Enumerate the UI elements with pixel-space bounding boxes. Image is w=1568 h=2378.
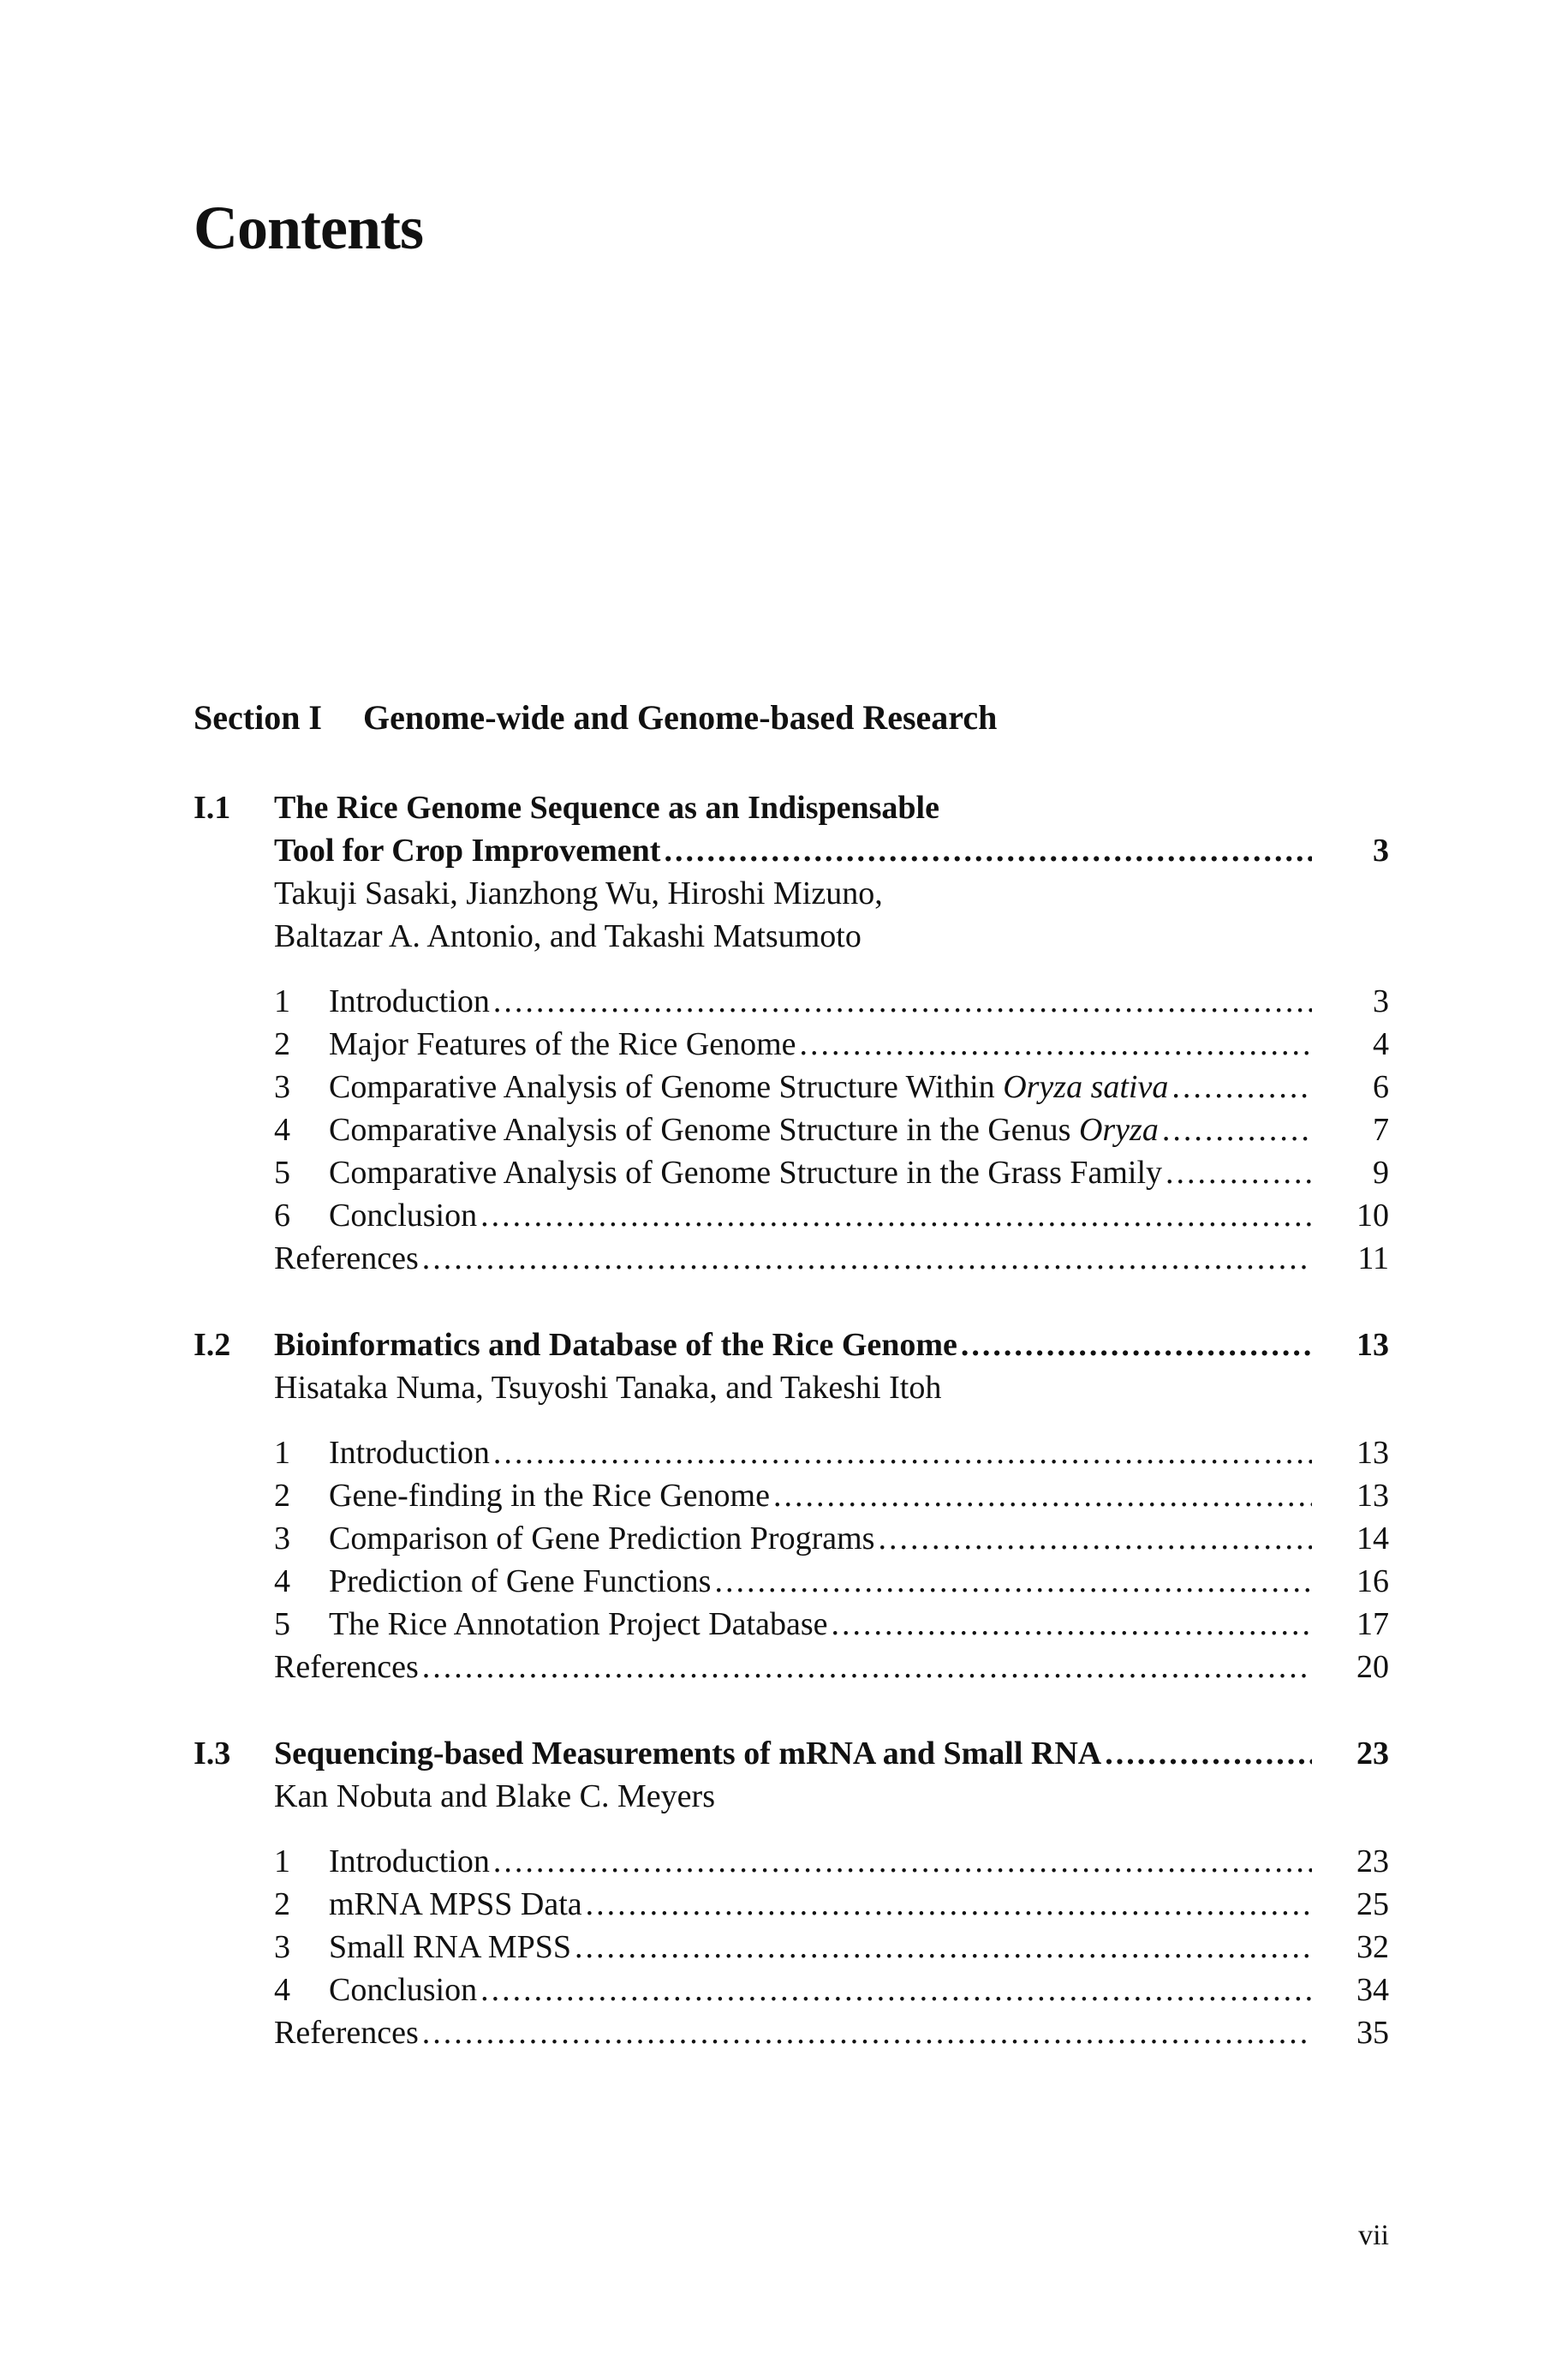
entry-page: 23 bbox=[1356, 1843, 1389, 1879]
dot-leader bbox=[575, 1926, 1312, 1969]
entry-number: 4 bbox=[274, 1563, 290, 1599]
entry-page: 16 bbox=[1356, 1563, 1389, 1599]
chapter-title-row bbox=[194, 1323, 1389, 1366]
dot-leader bbox=[586, 1883, 1312, 1926]
entry-title: Introduction bbox=[329, 1435, 490, 1471]
entry-page: 4 bbox=[1373, 1026, 1389, 1062]
dot-leader bbox=[422, 1237, 1312, 1280]
entry-leader bbox=[329, 1474, 1312, 1517]
entry-page: 20 bbox=[1356, 1649, 1389, 1685]
chapter-title: Bioinformatics and Database of the Rice Genome bbox=[274, 1327, 957, 1363]
entry-title: Comparative Analysis of Genome Structure in the Grass Family bbox=[329, 1155, 1163, 1191]
entry-title-text: Comparative Analysis of Genome Structure Within bbox=[329, 1069, 1004, 1105]
dot-leader bbox=[493, 1431, 1312, 1474]
chapter-authors-row bbox=[194, 1366, 1389, 1409]
chapter-page[interactable]: 3 bbox=[1373, 833, 1389, 869]
entry-title: References bbox=[274, 2015, 419, 2051]
chapter-page[interactable]: 13 bbox=[1356, 1327, 1389, 1363]
chapter-title: Sequencing-based Measurements of mRNA and Small RNA bbox=[274, 1736, 1102, 1772]
toc-entry[interactable] bbox=[194, 1840, 1389, 1883]
entry-page: 13 bbox=[1356, 1478, 1389, 1514]
dot-leader bbox=[493, 1840, 1312, 1883]
toc-entry[interactable] bbox=[194, 1969, 1389, 2011]
chapter-title-continued: Tool for Crop Improvement bbox=[274, 833, 661, 869]
entry-page: 35 bbox=[1356, 2015, 1389, 2051]
entry-page: 6 bbox=[1373, 1069, 1389, 1105]
entry-leader bbox=[274, 1646, 1312, 1688]
dot-leader bbox=[480, 1969, 1312, 2011]
toc-entry-references[interactable] bbox=[194, 1237, 1389, 1280]
page-title: Contents bbox=[194, 194, 424, 262]
entry-number: 2 bbox=[274, 1026, 290, 1062]
entry-number: 1 bbox=[274, 1435, 290, 1471]
entry-page: 13 bbox=[1356, 1435, 1389, 1471]
entry-title-genus: Oryza bbox=[1078, 1112, 1159, 1148]
entry-number: 3 bbox=[274, 1069, 290, 1105]
entry-title: Gene-finding in the Rice Genome bbox=[329, 1478, 770, 1514]
entry-page: 32 bbox=[1356, 1929, 1389, 1965]
entry-leader bbox=[329, 1151, 1312, 1194]
toc-entry[interactable] bbox=[194, 1883, 1389, 1926]
entry-page: 7 bbox=[1373, 1112, 1389, 1148]
entry-title: References bbox=[274, 1240, 419, 1276]
dot-leader bbox=[664, 829, 1312, 872]
chapter-authors: Baltazar A. Antonio, and Takashi Matsumoto bbox=[274, 918, 862, 954]
chapter-title-leader[interactable] bbox=[274, 829, 1312, 872]
dot-leader bbox=[422, 1646, 1312, 1688]
entry-leader bbox=[329, 1840, 1312, 1883]
entry-title bbox=[329, 1108, 1162, 1151]
page-folio: vii bbox=[1358, 2220, 1389, 2251]
entry-page: 17 bbox=[1356, 1606, 1389, 1642]
entry-title: References bbox=[274, 1649, 419, 1685]
chapter-authors: Hisataka Numa, Tsuyoshi Tanaka, and Takeshi Itoh bbox=[274, 1370, 942, 1406]
toc-entry-references[interactable] bbox=[194, 1646, 1389, 1688]
toc-entry[interactable] bbox=[194, 1560, 1389, 1603]
chapter-title-row bbox=[194, 786, 1389, 829]
dot-leader bbox=[493, 980, 1312, 1023]
dot-leader bbox=[422, 2011, 1312, 2054]
entry-title: Prediction of Gene Functions bbox=[329, 1563, 712, 1599]
entry-leader bbox=[329, 1066, 1312, 1108]
entry-page: 9 bbox=[1373, 1155, 1389, 1191]
entry-number: 5 bbox=[274, 1155, 290, 1191]
entry-page: 14 bbox=[1356, 1521, 1389, 1556]
chapter-title-leader[interactable] bbox=[274, 1732, 1312, 1775]
entry-title: Small RNA MPSS bbox=[329, 1929, 571, 1965]
toc-entry[interactable] bbox=[194, 980, 1389, 1023]
chapter-authors-row bbox=[194, 915, 1389, 958]
entry-number: 5 bbox=[274, 1606, 290, 1642]
entry-number: 1 bbox=[274, 983, 290, 1019]
entry-number: 2 bbox=[274, 1478, 290, 1514]
entry-leader bbox=[329, 1023, 1312, 1066]
toc-entry[interactable] bbox=[194, 1926, 1389, 1969]
entry-title: Major Features of the Rice Genome bbox=[329, 1026, 796, 1062]
chapter-title-row bbox=[194, 1732, 1389, 1775]
chapter-title-row bbox=[194, 829, 1389, 872]
dot-leader bbox=[1105, 1732, 1312, 1775]
entry-number: 2 bbox=[274, 1886, 290, 1922]
entry-page: 25 bbox=[1356, 1886, 1389, 1922]
dot-leader bbox=[878, 1517, 1312, 1560]
section-title: Genome-wide and Genome-based Research bbox=[363, 698, 998, 737]
entry-title bbox=[329, 1066, 1172, 1108]
entry-leader bbox=[329, 1560, 1312, 1603]
chapter-authors-row bbox=[194, 872, 1389, 915]
chapter-number: I.3 bbox=[194, 1736, 231, 1772]
chapter-title-leader[interactable] bbox=[274, 1323, 1312, 1366]
chapter-authors-row bbox=[194, 1775, 1389, 1818]
chapter-authors: Takuji Sasaki, Jianzhong Wu, Hiroshi Mizuno, bbox=[274, 875, 883, 911]
entry-number: 6 bbox=[274, 1198, 290, 1234]
dot-leader bbox=[773, 1474, 1312, 1517]
chapter-page[interactable]: 23 bbox=[1356, 1736, 1389, 1772]
toc-entry-references[interactable] bbox=[194, 2011, 1389, 2054]
entry-number: 3 bbox=[274, 1929, 290, 1965]
toc-entry[interactable] bbox=[194, 1194, 1389, 1237]
toc-entry[interactable] bbox=[194, 1431, 1389, 1474]
entry-leader bbox=[329, 1603, 1312, 1646]
entry-title: Comparison of Gene Prediction Programs bbox=[329, 1521, 875, 1556]
chapter-number: I.2 bbox=[194, 1327, 231, 1363]
dot-leader bbox=[1166, 1151, 1312, 1194]
entry-leader bbox=[329, 980, 1312, 1023]
entry-page: 3 bbox=[1373, 983, 1389, 1019]
toc-entry[interactable] bbox=[194, 1066, 1389, 1108]
entry-title-text: Comparative Analysis of Genome Structure in the Genus bbox=[329, 1112, 1079, 1148]
entry-leader bbox=[329, 1926, 1312, 1969]
entry-leader bbox=[329, 1517, 1312, 1560]
entry-leader bbox=[274, 1237, 1312, 1280]
entry-leader bbox=[329, 1431, 1312, 1474]
dot-leader bbox=[1172, 1066, 1312, 1108]
toc-entry[interactable] bbox=[194, 1517, 1389, 1560]
entry-title: mRNA MPSS Data bbox=[329, 1886, 582, 1922]
toc-entry[interactable] bbox=[194, 1108, 1389, 1151]
chapter-number: I.1 bbox=[194, 790, 231, 826]
chapter-authors: Kan Nobuta and Blake C. Meyers bbox=[274, 1778, 715, 1814]
section-tag: Section I bbox=[194, 698, 322, 737]
toc-entry[interactable] bbox=[194, 1023, 1389, 1066]
entry-page: 34 bbox=[1356, 1972, 1389, 2008]
dot-leader bbox=[480, 1194, 1312, 1237]
entry-title: Conclusion bbox=[329, 1972, 478, 2008]
toc-entry[interactable] bbox=[194, 1151, 1389, 1194]
entry-leader bbox=[274, 2011, 1312, 2054]
section-heading bbox=[194, 698, 998, 737]
dot-leader bbox=[800, 1023, 1312, 1066]
entry-number: 4 bbox=[274, 1112, 290, 1148]
dot-leader bbox=[714, 1560, 1312, 1603]
entry-title: Introduction bbox=[329, 983, 490, 1019]
entry-number: 1 bbox=[274, 1843, 290, 1879]
entry-page: 11 bbox=[1357, 1240, 1389, 1276]
entry-number: 3 bbox=[274, 1521, 290, 1556]
entry-title: Conclusion bbox=[329, 1198, 478, 1234]
entry-leader bbox=[329, 1108, 1312, 1151]
entry-leader bbox=[329, 1883, 1312, 1926]
chapter-title[interactable]: The Rice Genome Sequence as an Indispensable bbox=[274, 790, 939, 826]
entry-title: Introduction bbox=[329, 1843, 490, 1879]
toc-entry[interactable] bbox=[194, 1474, 1389, 1517]
dot-leader bbox=[1162, 1108, 1312, 1151]
entry-number: 4 bbox=[274, 1972, 290, 2008]
entry-title: The Rice Annotation Project Database bbox=[329, 1606, 828, 1642]
toc-entry[interactable] bbox=[194, 1603, 1389, 1646]
dot-leader bbox=[832, 1603, 1313, 1646]
entry-page: 10 bbox=[1356, 1198, 1389, 1234]
entry-leader bbox=[329, 1969, 1312, 2011]
entry-title-species: Oryza sativa bbox=[1003, 1069, 1169, 1105]
entry-leader bbox=[329, 1194, 1312, 1237]
dot-leader bbox=[961, 1323, 1312, 1366]
